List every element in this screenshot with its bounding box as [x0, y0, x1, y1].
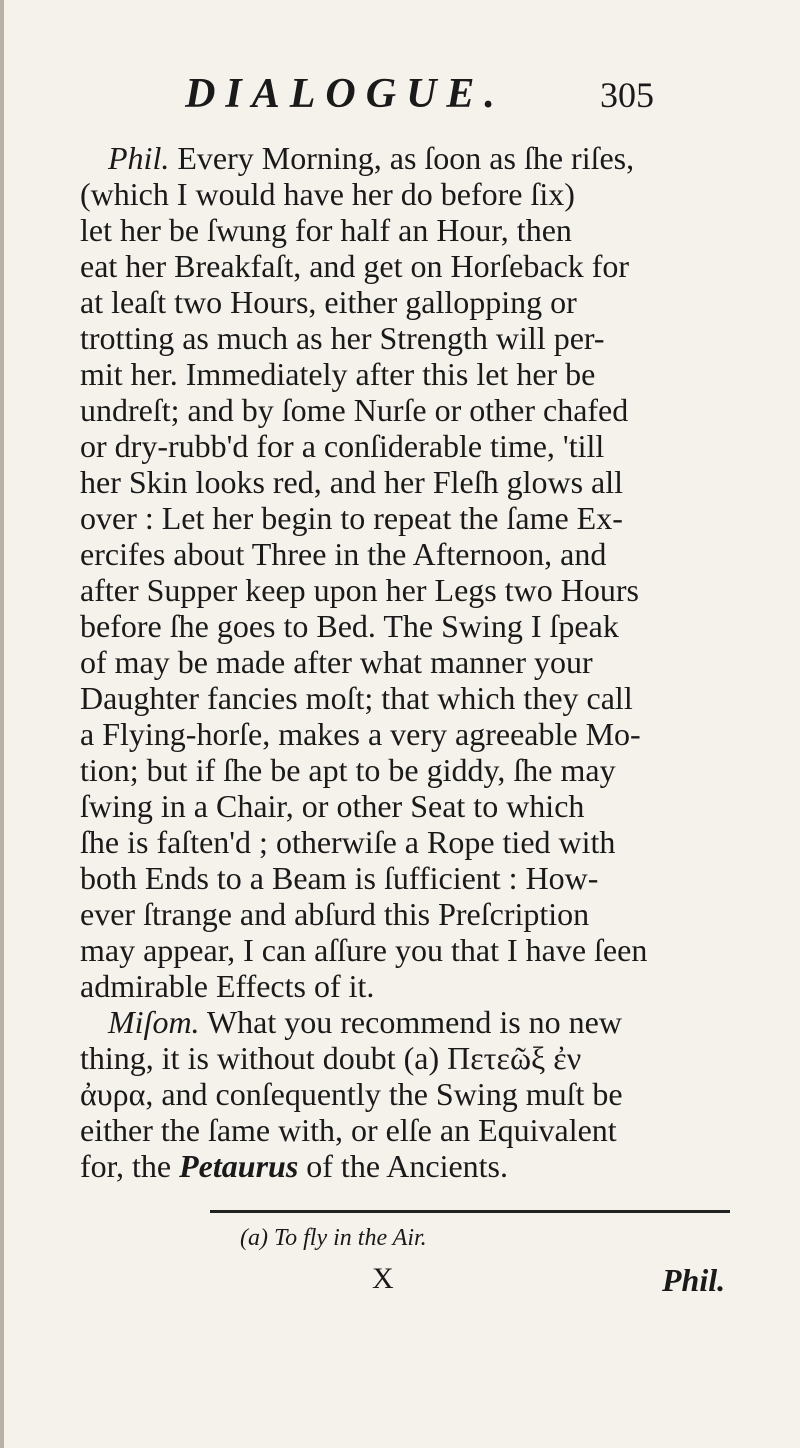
text-line: eat her Breakfaſt, and get on Horſeback for — [80, 248, 630, 284]
text-line: let her be ſwung for half an Hour, then — [80, 212, 572, 248]
text-line: over : Let her begin to repeat the ſame Ex- — [80, 500, 623, 536]
text-line: either the ſame with, or elſe an Equivalent — [80, 1112, 617, 1148]
text-span: Every Morning, as ſoon as ſhe riſes, — [169, 140, 635, 176]
page-edge-shadow — [0, 0, 4, 1448]
footnote: (a) To fly in the Air. — [240, 1225, 427, 1251]
text-line: both Ends to a Beam is ſufficient : How- — [80, 860, 599, 896]
text-span: thing, it is without doubt (a) — [80, 1040, 448, 1076]
text-line: mit her. Immediately after this let her be — [80, 356, 596, 392]
catchword: Phil. — [662, 1262, 726, 1298]
text-line — [108, 1004, 622, 1040]
text-line: before ſhe goes to Bed. The Swing I ſpeak — [80, 608, 619, 644]
text-line: trotting as much as her Strength will per- — [80, 320, 605, 356]
text-line: her Skin looks red, and her Fleſh glows all — [80, 464, 624, 500]
text-line: may appear, I can aſſure you that I have ſeen — [80, 932, 648, 968]
text-span: , and conſequently the Swing muſt be — [145, 1076, 623, 1112]
text-line: Daughter fancies moſt; that which they call — [80, 680, 633, 716]
text-span: for, the — [80, 1148, 180, 1184]
text-line: undreſt; and by ſome Nurſe or other chafed — [80, 392, 629, 428]
text-line: after Supper keep upon her Legs two Hours — [80, 572, 639, 608]
page-number: 305 — [600, 75, 654, 115]
emphasis-span: Petaurus — [179, 1148, 299, 1184]
running-head — [0, 70, 800, 130]
text-line: at leaſt two Hours, either gallopping or — [80, 284, 577, 320]
text-line: a Flying-horſe, makes a very agreeable Mo- — [80, 716, 641, 752]
running-title: DIALOGUE. — [185, 71, 505, 117]
greek-text: Πετεῶξ ἐν — [447, 1040, 582, 1076]
text-span: of the Ancients. — [298, 1148, 508, 1184]
speaker-label: Miſom. — [108, 1004, 200, 1040]
text-line: admirable Effects of it. — [80, 968, 375, 1004]
text-line: ſhe is faſten'd ; otherwiſe a Rope tied with — [80, 824, 616, 860]
text-span: What you recommend is no new — [199, 1004, 622, 1040]
text-line: tion; but if ſhe be apt to be giddy, ſhe may — [80, 752, 616, 788]
text-line — [80, 1148, 508, 1184]
text-line: (which I would have her do before ſix) — [80, 176, 575, 212]
text-line: or dry-rubb'd for a conſiderable time, 'till — [80, 428, 605, 464]
text-line — [80, 1076, 623, 1112]
text-line — [80, 1040, 581, 1076]
text-line — [108, 140, 634, 176]
text-line: ſwing in a Chair, or other Seat to which — [80, 788, 585, 824]
text-line: of may be made after what manner your — [80, 644, 593, 680]
greek-text: ἀυρα — [80, 1076, 146, 1112]
speaker-label: Phil. — [108, 140, 170, 176]
signature-mark: X — [372, 1262, 394, 1295]
text-line: ever ſtrange and abſurd this Preſcription — [80, 896, 590, 932]
footnote-rule — [210, 1210, 730, 1213]
text-line: ercifes about Three in the Afternoon, and — [80, 536, 607, 572]
